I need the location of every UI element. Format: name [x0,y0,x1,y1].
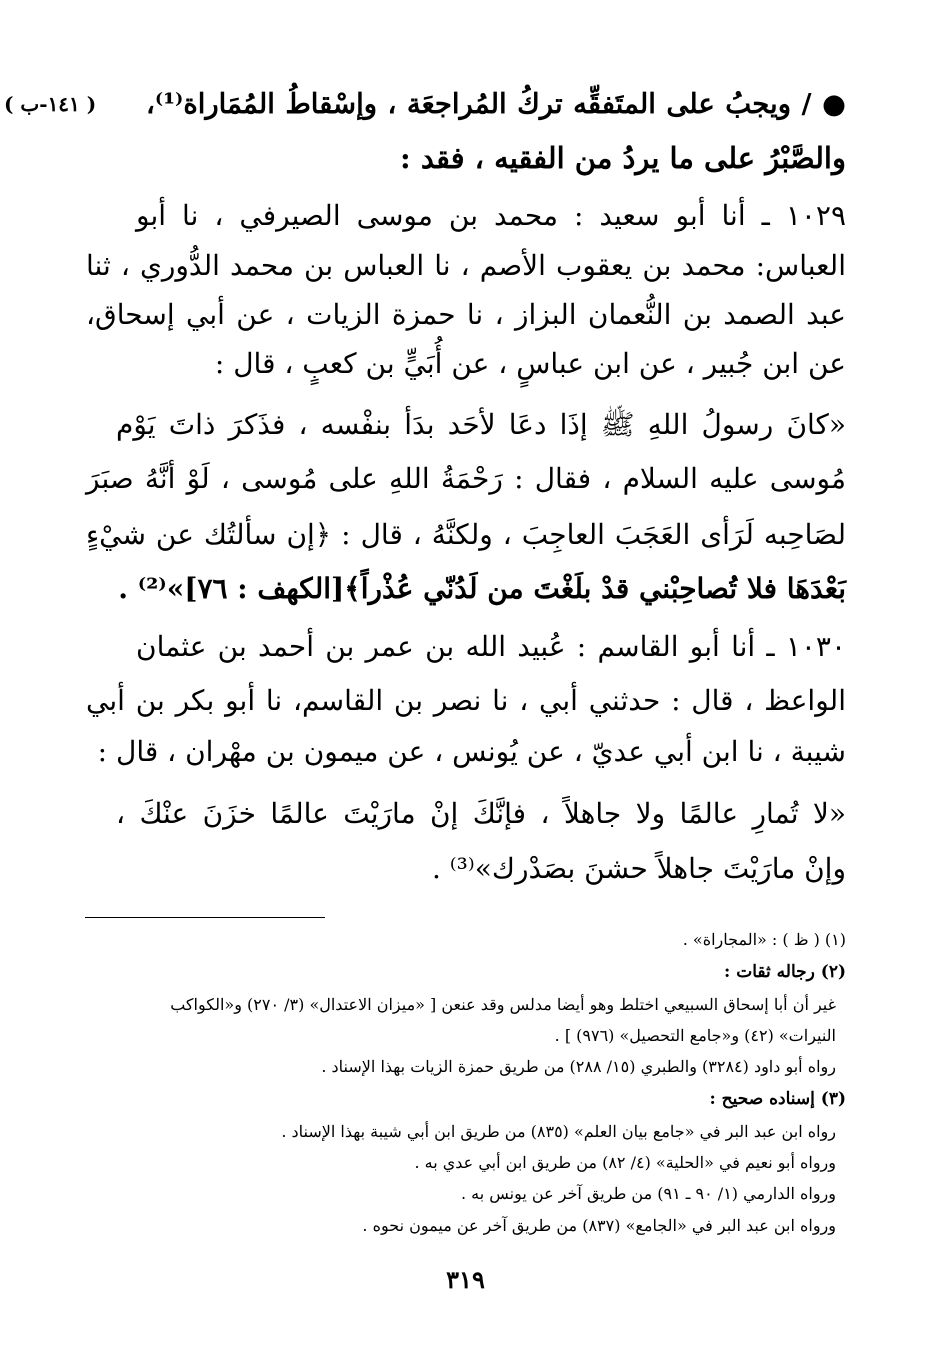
hadith-1029-isnad-line-2: العباس: محمد بن يعقوب الأصم ، نا العباس بن محمد الدُّوري ، ثنا [86,249,846,282]
footnote-3-line-4: ورواه ابن عبد البر في «الجامع» (٨٣٧) من طريق آخر عن ميمون نحوه . [362,1216,836,1235]
footnote-3-line-1: رواه ابن عبد البر في «جامع بيان العلم» (٨٣٥) من طريق ابن أبي شيبة بهذا الإسناد . [281,1122,836,1141]
footnote-2-title: (٢) رجاله ثقات : [724,962,846,982]
footnote-2-line-3: رواه أبو داود (٣٢٨٤) والطبري (١٥/ ٢٨٨) من طريق حمزة الزيات بهذا الإسناد . [321,1057,836,1076]
hadith-1029-matn-line-3: لصَاحِبه لَرَأى العَجَبَ العاجِبَ ، ولكنَّهُ ، قال : ﴿إن سألتُك عن شيْءٍ [86,518,846,551]
intro-line-2: والصَّبْرُ على ما يردُ من الفقيه ، فقد : [400,141,846,175]
hadith-1030-isnad-line-1: ١٠٣٠ ـ أنا أبو القاسم : عُبيد الله بن عمر بن أحمد بن عثمان [136,630,846,663]
page-number: ٣١٩ [446,1265,485,1294]
hadith-1030-matn-line-2: وإنْ مارَيْتَ جاهلاً حشنَ بصَدْرك»⁽³⁾ . [431,852,846,885]
hadith-1029-matn-line-2: مُوسى عليه السلام ، فقال : رَحْمَةُ اللهِ على مُوسى ، لَوْ أنَّهُ صبَرَ [86,462,846,495]
hadith-1030-isnad-line-3: شيبة ، نا ابن أبي عديّ ، عن يُونس ، عن ميمون بن مهْران ، قال : [97,735,846,768]
margin-manuscript-reference: ( ١٤١-ب ) [4,92,97,116]
footnote-3-line-2: ورواه أبو نعيم في «الحلية» (٤/ ٨٢) من طريق ابن أبي عدي به . [414,1153,836,1172]
footnote-separator [85,917,325,918]
hadith-1029-matn-line-1: «كانَ رسولُ اللهِ ﷺ إذَا دعَا لأحَد بدَأ بنفْسه ، فذَكرَ ذاتَ يَوْم [116,408,846,441]
hadith-1029-isnad-line-3: عبد الصمد بن النُّعمان البزاز ، نا حمزة الزيات ، عن أبي إسحاق، [86,298,846,331]
hadith-1029-isnad-line-1: ١٠٢٩ ـ أنا أبو سعيد : محمد بن موسى الصيرفي ، نا أبو [136,199,846,232]
hadith-1029-isnad-line-4: عن ابن جُبير ، عن ابن عباسٍ ، عن أُبَيٍّ بن كعبٍ ، قال : [214,347,846,380]
intro-line-1: ● / ويجبُ على المتَفقِّه تركُ المُراجعَة ، وإسْقاطُ المُمَاراة⁽¹⁾، [146,88,846,120]
hadith-1029-matn-line-4: بَعْدَهَا فلا تُصاحِبْني قدْ بلَغْتَ من لَدُنّي عُذْراً﴾[الكهف : ٧٦]»⁽²⁾ . [118,572,846,605]
footnote-3-title: (٣) إسناده صحيح : [709,1089,846,1109]
footnote-2-line-2: النيرات» (٤٢) و«جامع التحصيل» (٩٧٦) ] . [554,1026,836,1045]
footnote-3-line-3: ورواه الدارمي (١/ ٩٠ ـ ٩١) من طريق آخر عن يونس به . [460,1184,836,1203]
hadith-1030-isnad-line-2: الواعظ ، قال : حدثني أبي ، نا نصر بن القاسم، نا أبو بكر بن أبي [86,684,846,717]
hadith-1030-matn-line-1: «لا تُمارِ عالمًا ولا جاهلاً ، فإنَّكَ إنْ مارَيْتَ عالمًا خزَنَ عنْكَ ، [116,797,846,830]
footnote-2-line-1: غير أن أبا إسحاق السبيعي اختلط وهو أيضا مدلس وقد عنعن [ «ميزان الاعتدال» (٣/ ٢٧٠) و«الكواكب [170,995,836,1014]
footnote-1: (١) ( ظ ) : «المجاراة» . [682,930,846,949]
